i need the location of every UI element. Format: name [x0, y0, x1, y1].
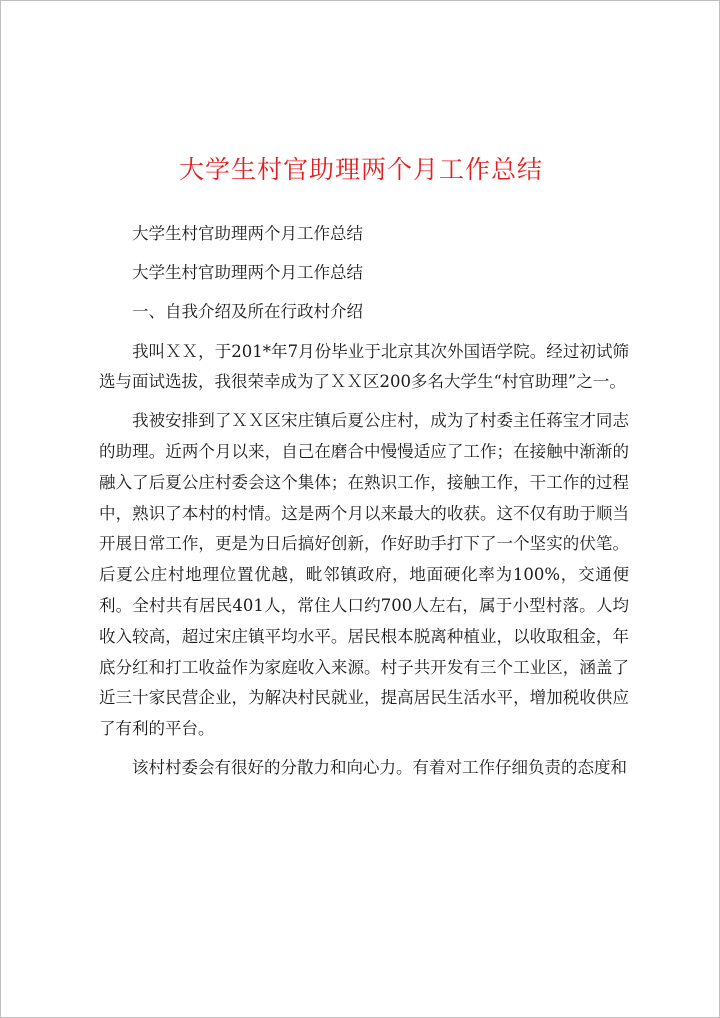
paragraph-intro: 我叫ＸＸ，于201*年7月份毕业于北京其次外国语学院。经过初试筛选与面试选拔，我很荣幸成为了ＸＸ区200多名大学生“村官助理”之一。 — [99, 341, 629, 392]
paragraph-village: 我被安排到了ＸＸ区宋庄镇后夏公庄村，成为了村委主任蒋宝才同志的助理。近两个月以来，自己在磨合中慢慢适应了工作；在接触中渐渐的融入了后夏公庄村委会这个集体；在熟识工作，接触工作，干工作的过程中，熟识了本村的村情。这是两个月以来最大的收获。这不仅有助于顺当开展日常工作，更是为日后搞好创新，作好助手打下了一个坚实的伏笔。后夏公庄村地理位置优越，毗邻镇政府，地面硬化率为100%，交通便利。全村共有居民401人，常住人口约700人左右，属于小型村落。人均收入较高，超过宋庄镇平均水平。居民根本脱离种植业，以收取租金，年底分红和打工收益作为家庭收入来源。村子共开发有三个工业区，涵盖了近三十家民营企业，为解决村民就业，提高居民生活水平，增加税收供应了有利的平台。 — [99, 411, 629, 739]
repeated-title-line: 大学生村官助理两个月工作总结 — [132, 263, 363, 283]
document-title: 大学生村官助理两个月工作总结 — [178, 155, 543, 184]
section-heading: 一、自我介绍及所在行政村介绍 — [132, 302, 363, 322]
document-body — [99, 219, 629, 792]
paragraph-committee: 该村村委会有很好的分散力和向心力。有着对工作仔细负责的态度和 — [132, 757, 627, 777]
repeated-title-line: 大学生村官助理两个月工作总结 — [132, 224, 363, 243]
